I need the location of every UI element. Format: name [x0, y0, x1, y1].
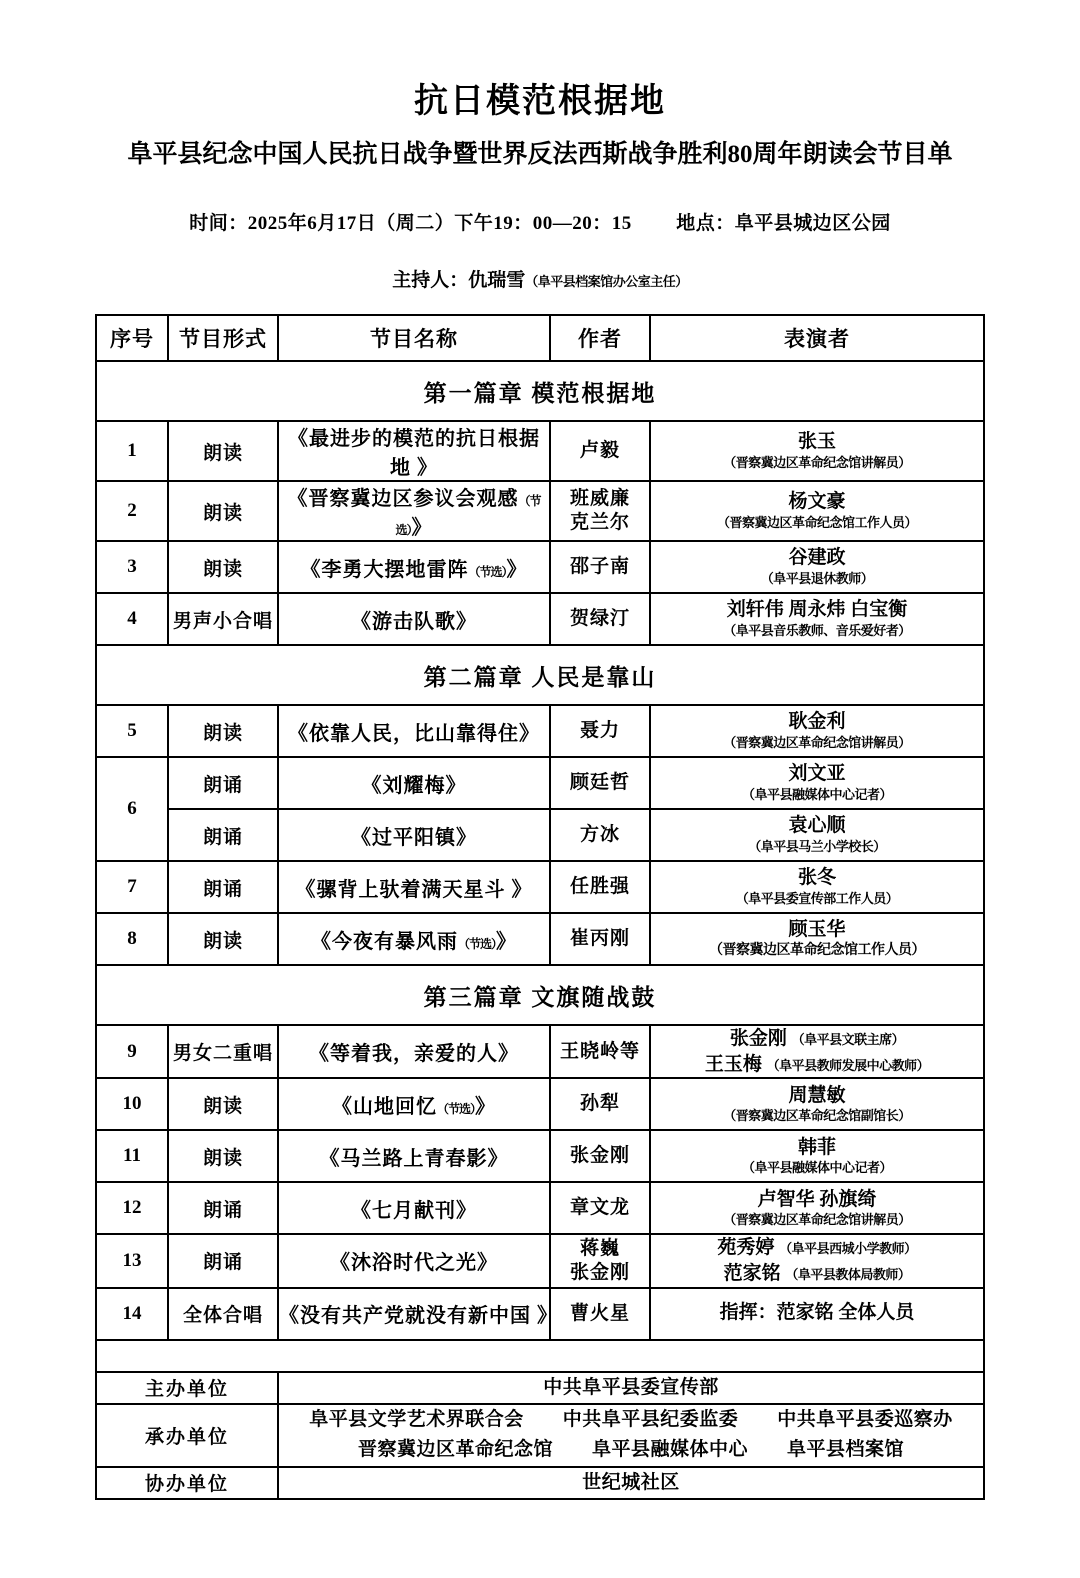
page-title: 抗日模范根据地: [414, 83, 666, 120]
cell-program-form: 朗读: [168, 421, 278, 481]
excerpt-note: （节选）: [436, 1101, 475, 1116]
table-row: [96, 705, 984, 757]
cell-author: 崔丙刚: [550, 913, 650, 965]
cell-program-name: 《没有共产党就没有新中国 》: [278, 1288, 550, 1340]
cell-program-name: 《晋察冀边区参议会观感（节选）》: [278, 481, 550, 541]
table-row: [96, 593, 984, 645]
performer-entry: [651, 1026, 983, 1052]
performer-note: （晋察冀边区革命纪念馆讲解员）: [723, 455, 911, 471]
cell-author: 班威廉 克兰尔: [550, 481, 650, 541]
cell-program-form: 男声小合唱: [168, 593, 278, 645]
organizer-row: [96, 1404, 984, 1467]
cell-serial-number: 5: [96, 705, 168, 757]
performer-entry: [651, 1052, 983, 1078]
cell-program-name: 《最进步的模范的抗日根据地 》: [278, 421, 550, 481]
performer-name: 张玉: [797, 431, 836, 453]
chapter-title: 第一篇章 模范根据地: [96, 361, 984, 421]
column-header-form: 节目形式: [168, 315, 278, 361]
organizer-value: 阜平县文学艺术界联合会 中共阜平县纪委监委 中共阜平县委巡察办 晋察冀边区革命纪念馆 阜平县融媒体中心 阜平县档案馆: [278, 1404, 984, 1467]
host-note: （阜平县档案馆办公室主任）: [525, 274, 688, 290]
cell-program-form: 朗读: [168, 1130, 278, 1182]
organizer-row: [96, 1372, 984, 1404]
cell-program-name: 《游击队歌》: [278, 593, 550, 645]
cell-serial-number: 6: [96, 757, 168, 861]
cell-program-form: 朗诵: [168, 861, 278, 913]
document-page: [0, 82, 1080, 1578]
chapter-title: 第二篇章 人民是靠山: [96, 645, 984, 705]
cell-performer: [650, 1288, 984, 1340]
performer-note: （阜平县教师发展中心教师）: [766, 1057, 930, 1073]
cell-author: 王晓岭等: [550, 1025, 650, 1078]
performer-note: （阜平县退休教师）: [760, 571, 874, 587]
table-row: [96, 913, 984, 965]
performer-note: （阜平县融媒体中心记者）: [741, 1160, 892, 1176]
performer-note: （晋察冀边区革命纪念馆副馆长）: [723, 1108, 911, 1124]
cell-author: 曹火星: [550, 1288, 650, 1340]
performer-name: 袁心顺: [788, 815, 846, 837]
spacer-row: [96, 1340, 984, 1372]
table-row: [96, 421, 984, 481]
cell-performer: [650, 1130, 984, 1182]
cell-performer: [650, 541, 984, 593]
cell-program-form: 男女二重唱: [168, 1025, 278, 1078]
cell-program-name: 《骡背上驮着满天星斗 》: [278, 861, 550, 913]
table-row: [96, 1078, 984, 1130]
cell-program-name: 《刘耀梅》: [278, 757, 550, 809]
performer-note: （晋察冀边区革命纪念馆工作人员）: [716, 515, 917, 531]
cell-serial-number: 11: [96, 1130, 168, 1182]
cell-program-name: 《依靠人民，比山靠得住》: [278, 705, 550, 757]
cell-serial-number: 1: [96, 421, 168, 481]
event-place: 地点：阜平县城边区公园: [676, 213, 891, 235]
performer-note: （晋察冀边区革命纪念馆讲解员）: [723, 1212, 911, 1228]
program-table: [95, 314, 985, 1500]
event-time: 时间：2025年6月17日（周二）下午19：00—20：15: [189, 213, 632, 235]
cell-program-form: 朗诵: [168, 1234, 278, 1287]
performer-name: 卢智华 孙旗绮: [757, 1188, 877, 1210]
cell-author: 张金刚: [550, 1130, 650, 1182]
cell-author: 卢毅: [550, 421, 650, 481]
cell-program-form: 朗诵: [168, 1182, 278, 1234]
organizer-value: 中共阜平县委宣传部: [278, 1372, 984, 1404]
excerpt-note: （节选）: [457, 936, 496, 951]
cell-serial-number: 7: [96, 861, 168, 913]
table-row: [96, 481, 984, 541]
event-meta: [0, 208, 1080, 235]
cell-author: 蒋巍 张金刚: [550, 1234, 650, 1287]
cell-program-name: 《马兰路上青春影》: [278, 1130, 550, 1182]
chapter-row: [96, 965, 984, 1025]
cell-author: 孙犁: [550, 1078, 650, 1130]
cell-serial-number: 8: [96, 913, 168, 965]
column-header-no: 序号: [96, 315, 168, 361]
cell-performer: [650, 1025, 984, 1078]
table-row: [96, 757, 984, 809]
cell-serial-number: 9: [96, 1025, 168, 1078]
cell-program-form: 朗读: [168, 705, 278, 757]
cell-performer: [650, 913, 984, 965]
cell-program-form: 朗读: [168, 541, 278, 593]
chapter-row: [96, 645, 984, 705]
table-row: [96, 1288, 984, 1340]
organizer-label: 协办单位: [96, 1467, 278, 1499]
performer-name: 周慧敏: [788, 1084, 846, 1106]
performer-name: 顾玉华: [788, 918, 846, 940]
excerpt-note: （节选）: [395, 494, 541, 538]
cell-performer: [650, 481, 984, 541]
performer-entry: [651, 1261, 983, 1287]
organizer-label: 主办单位: [96, 1372, 278, 1404]
cell-author: 章文龙: [550, 1182, 650, 1234]
performer-name: 张冬: [797, 867, 836, 889]
cell-performer: [650, 1182, 984, 1234]
performer-name: 耿金利: [788, 711, 846, 733]
cell-program-form: 朗诵: [168, 757, 278, 809]
performer-note: （阜平县委宣传部工作人员）: [735, 891, 899, 907]
cell-program-name: 《山地回忆（节选）》: [278, 1078, 550, 1130]
table-row: [96, 809, 984, 861]
cell-program-form: 朗读: [168, 1078, 278, 1130]
cell-author: 方冰: [550, 809, 650, 861]
cell-program-form: 全体合唱: [168, 1288, 278, 1340]
cell-serial-number: 13: [96, 1234, 168, 1287]
table-row: [96, 861, 984, 913]
excerpt-note: （节选）: [468, 564, 507, 579]
cell-author: 邵子南: [550, 541, 650, 593]
performer-note: （晋察冀边区革命纪念馆讲解员）: [723, 735, 911, 751]
performer-name: 范家铭: [723, 1262, 781, 1284]
cell-serial-number: 2: [96, 481, 168, 541]
performer-name: 张金刚: [729, 1028, 787, 1050]
cell-program-form: 朗读: [168, 913, 278, 965]
cell-serial-number: 10: [96, 1078, 168, 1130]
cell-program-name: 《过平阳镇》: [278, 809, 550, 861]
cell-author: 贺绿汀: [550, 593, 650, 645]
cell-serial-number: 14: [96, 1288, 168, 1340]
cell-program-name: 《七月献刊》: [278, 1182, 550, 1234]
cell-program-name: 《今夜有暴风雨（节选）》: [278, 913, 550, 965]
table-row: [96, 1234, 984, 1287]
cell-serial-number: 3: [96, 541, 168, 593]
organizer-label: 承办单位: [96, 1404, 278, 1467]
cell-performer: [650, 861, 984, 913]
cell-performer: [650, 705, 984, 757]
cell-program-name: 《沐浴时代之光》: [278, 1234, 550, 1287]
spacer-cell: [96, 1340, 984, 1372]
cell-program-name: 《李勇大摆地雷阵（节选）》: [278, 541, 550, 593]
cell-program-form: 朗诵: [168, 809, 278, 861]
cell-performer: [650, 1234, 984, 1287]
cell-author: 聂力: [550, 705, 650, 757]
performer-note: （阜平县融媒体中心记者）: [741, 787, 892, 803]
performer-note: （阜平县音乐教师、音乐爱好者）: [723, 623, 911, 639]
performer-note: （阜平县西城小学教师）: [779, 1241, 917, 1257]
performer-note: （晋察冀边区革命纪念馆工作人员）: [709, 942, 925, 958]
performer-name: 杨文豪: [788, 491, 846, 513]
performer-note: （阜平县文联主席）: [791, 1032, 905, 1048]
table-header: [96, 315, 984, 361]
page-subtitle: 阜平县纪念中国人民抗日战争暨世界反法西斯战争胜利80周年朗读会节目单: [127, 140, 953, 168]
performer-name: 刘轩伟 周永炜 白宝衡: [726, 599, 908, 621]
column-header-author: 作者: [550, 315, 650, 361]
table-body: [96, 361, 984, 1499]
performer-name: 苑秀婷: [717, 1237, 775, 1259]
organizer-row: [96, 1467, 984, 1499]
cell-performer: [650, 421, 984, 481]
cell-author: 任胜强: [550, 861, 650, 913]
cell-performer: [650, 593, 984, 645]
table-header-row: [96, 315, 984, 361]
cell-performer: [650, 809, 984, 861]
performer-name: 王玉梅: [704, 1053, 762, 1075]
table-row: [96, 541, 984, 593]
cell-author: 顾廷哲: [550, 757, 650, 809]
performer-note: （阜平县马兰小学校长）: [748, 839, 886, 855]
performer-name: 刘文亚: [788, 763, 846, 785]
column-header-performer: 表演者: [650, 315, 984, 361]
cell-serial-number: 4: [96, 593, 168, 645]
cell-program-name: 《等着我，亲爱的人》: [278, 1025, 550, 1078]
performer-name: 谷建政: [788, 547, 846, 569]
performer-name: 指挥：范家铭 全体人员: [719, 1302, 915, 1324]
performer-entry: [651, 1235, 983, 1261]
performer-name: 韩菲: [797, 1136, 836, 1158]
cell-performer: [650, 757, 984, 809]
cell-program-form: 朗读: [168, 481, 278, 541]
cell-performer: [650, 1078, 984, 1130]
chapter-title: 第三篇章 文旗随战鼓: [96, 965, 984, 1025]
table-row: [96, 1182, 984, 1234]
host-line: [0, 265, 1080, 292]
host-name: 主持人：仇瑞雪: [392, 270, 526, 292]
cell-serial-number: 12: [96, 1182, 168, 1234]
table-row: [96, 1025, 984, 1078]
chapter-row: [96, 361, 984, 421]
performer-note: （阜平县教体局教师）: [785, 1266, 911, 1282]
table-row: [96, 1130, 984, 1182]
column-header-name: 节目名称: [278, 315, 550, 361]
organizer-value: 世纪城社区: [278, 1467, 984, 1499]
